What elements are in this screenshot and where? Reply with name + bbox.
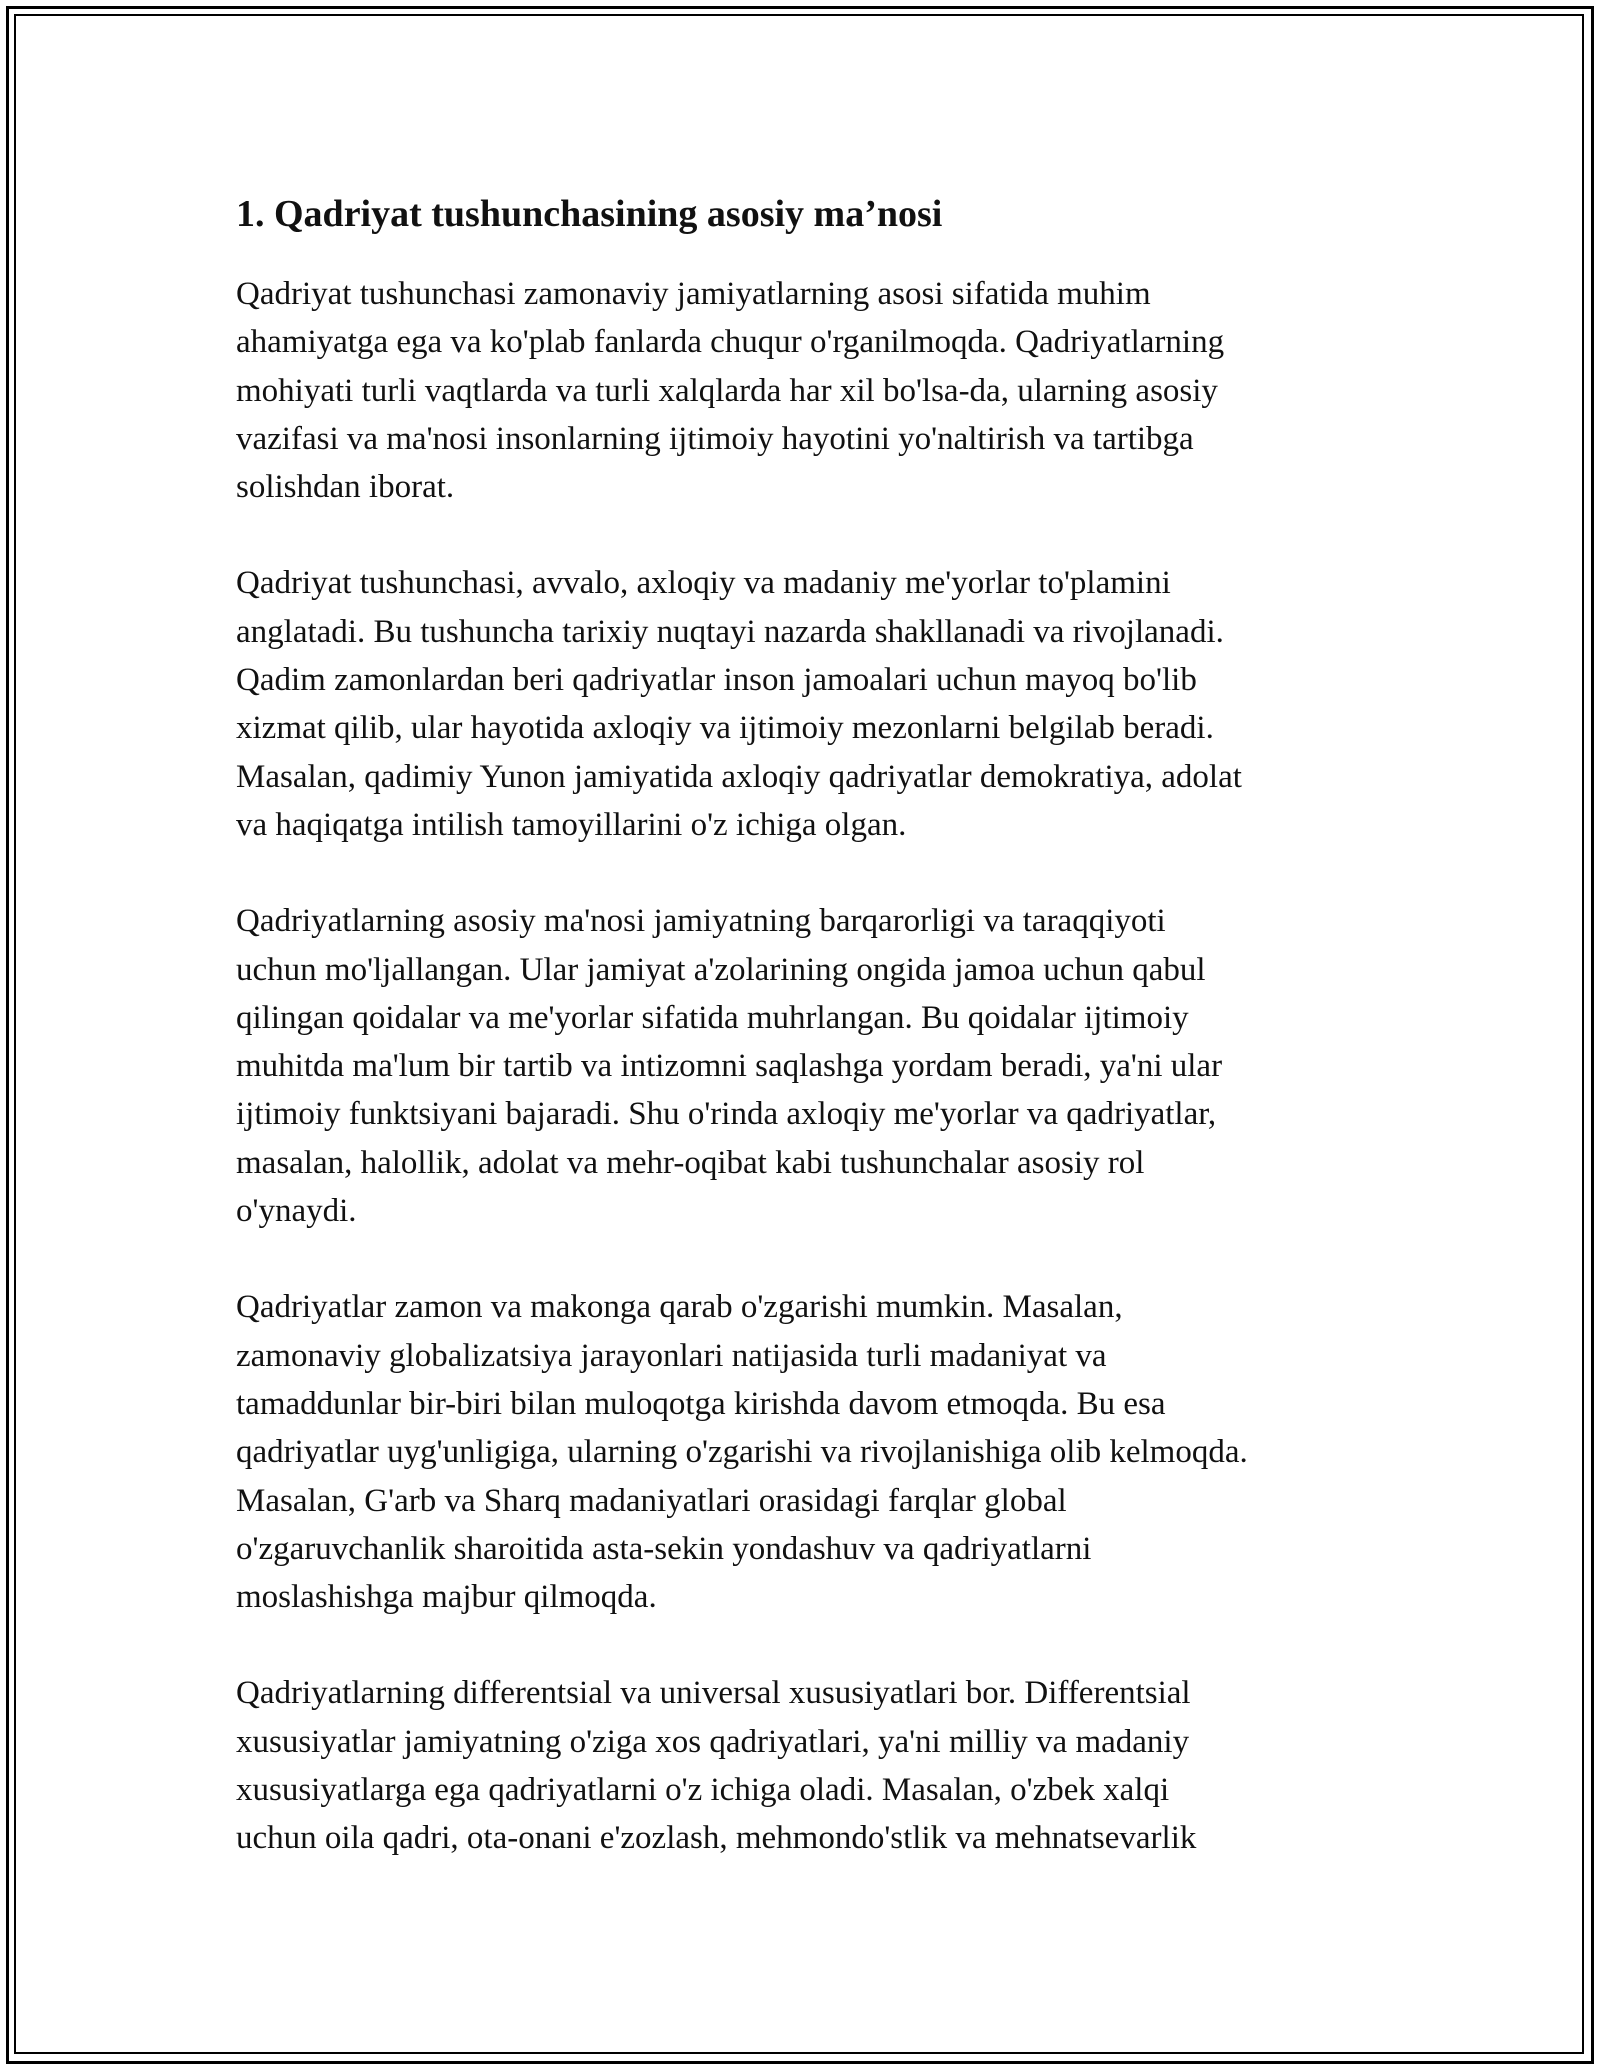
paragraph-2: Qadriyat tushunchasi, avvalo, axloqiy va madaniy me'yorlar to'plamini anglatadi. Bu tushuncha tarixiy nuqtayi nazarda shakllanadi va rivojlanadi. Qadim zamonlardan beri qadriyatlar inson jamoalari uchun mayoq bo'lib xizmat qilib, ular hayotida axloqiy va ijtimoiy mezonlarni belgilab beradi. Masalan, qadimiy Yunon jamiyatida axloqiy qadriyatlar demokratiya, adolat va haqiqatga intilish tamoyillarini o'z ichiga olgan. xyxy=(236,565,1242,843)
paragraph-1: Qadriyat tushunchasi zamonaviy jamiyatlarning asosi sifatida muhim ahamiyatga ega va ko'plab fanlarda chuqur o'rganilmoqda. Qadriyatlarning mohiyati turli vaqtlarda va turli xalqlarda har xil bo'lsa-da, ularning asosiy vazifasi va ma'nosi insonlarning ijtimoiy hayotini yo'naltirish va tartibga solishdan iborat. xyxy=(236,276,1225,506)
document-body xyxy=(236,186,1386,1911)
paragraph-5: Qadriyatlarning differentsial va universal xususiyatlari bor. Differentsial xususiyatlar jamiyatning o'ziga xos qadriyatlari, ya'ni milliy va madaniy xususiyatlarga ega qadriyatlarni o'z ichiga oladi. Masalan, o'zbek xalqi uchun oila qadri, ota-onani e'zozlash, mehmondo'stlik va mehnatsevarlik xyxy=(236,1675,1197,1857)
paragraph-3: Qadriyatlarning asosiy ma'nosi jamiyatning barqarorligi va taraqqiyoti uchun mo'ljallangan. Ular jamiyat a'zolarining ongida jamoa uchun qabul qilingan qoidalar va me'yorlar sifatida muhrlangan. Bu qoidalar ijtimoiy muhitda ma'lum bir tartib va intizomni saqlashga yordam beradi, ya'ni ular ijtimoiy funktsiyani bajaradi. Shu o'rinda axloqiy me'yorlar va qadriyatlar, masalan, halollik, adolat va mehr-oqibat kabi tushunchalar asosiy rol o'ynaydi. xyxy=(236,903,1223,1230)
paragraph-4: Qadriyatlar zamon va makonga qarab o'zgarishi mumkin. Masalan, zamonaviy globalizatsiya jarayonlari natijasida turli madaniyat va tamaddunlar bir-biri bilan muloqotga kirishda davom etmoqda. Bu esa qadriyatlar uyg'unligiga, ularning o'zgarishi va rivojlanishiga olib kelmoqda. Masalan, G'arb va Sharq madaniyatlari orasidagi farqlar global o'zgaruvchanlik sharoitida asta-sekin yondashuv va qadriyatlarni moslashishga majbur qilmoqda. xyxy=(236,1289,1248,1616)
section-title: 1. Qadriyat tushunchasining asosiy ma’nosi xyxy=(236,193,943,235)
